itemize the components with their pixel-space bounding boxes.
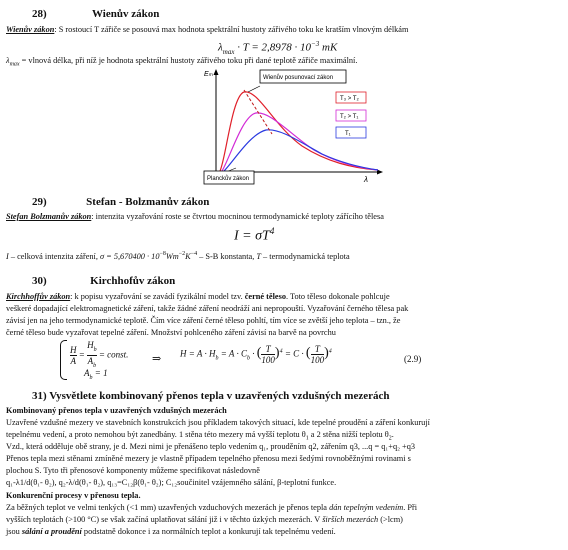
s31-line-4: Přenos tepla mezi stěnami zmíněné mezery je vlastně případem tepelného přenosu mezi šedými rovnoběžnými rovinami s: [6, 454, 411, 463]
wien-law-text: : S rostoucí T zářiče se posouvá max hodnota spektrální hustoty zářivého toku ke kratším vlnovým délkám: [54, 25, 409, 34]
section-28-number: 28): [32, 8, 47, 20]
s31-line-1: Uzavřené vzdušné mezery ve stavebních konstrukcích jsou příkladem takových situací, kde tepelné proudění a záření konkurují: [6, 418, 430, 427]
equation-tag: (2.9): [404, 354, 422, 364]
y-axis-arrow: [214, 69, 219, 75]
legend-t3: T₃ > T₂: [340, 96, 359, 102]
section-30-number: 30): [32, 275, 47, 287]
kirchhoff-line-1: Kirchhoffův zákon: k popisu vyzařování se zavádí fyzikální model tzv. černé těleso. Toto těleso dokonale pohlcuje: [6, 292, 390, 301]
kirchhoff-ratio-row: $\frac{H}{A}$ = $\frac{H_b}{A_b}$ = const.: [70, 340, 129, 369]
section-31-subheading-2: Konkurenční procesy v přenosu tepla.: [6, 491, 141, 500]
stefan-definitions: I – celková intenzita záření, $\sigma = 5,670400 \cdot 10^{-8}Wm^{-2}K^{-4} - S-B$ konstanta, T – termodynamická teplota: [6, 251, 350, 261]
section-31-subheading-1: Kombinovaný přenos tepla v uzavřených vzdušných mezerách: [6, 406, 227, 415]
kirchhoff-rhs: $H = A \cdot H_b = A \cdot C_b$ · ( $\frac{T}{100}$ )$^4$ = C · ( $\frac{T}{100}$ )$^4$: [180, 344, 332, 365]
kirchhoff-line-2: veškeré dopadající elektromagnetické záření, takže žádné záření neodráží ani nepropouští. Vyzařování černého tělesa pak: [6, 304, 409, 313]
s31-line-2: tepelnému vedení, a proto nemohou být zanedbány. 1 stěna této mezery má vyšší teplotu $\theta_1$ a 2 stěna nižší teplotu $\theta_2$.: [6, 430, 394, 442]
kirchhoff-line-3: závisí jen na jeho termodynamické teplotě. Čím více záření černé těleso pohltí, tím více se zvětší jeho teplota – tzn., že: [6, 316, 401, 325]
legend-box-t1: [336, 127, 366, 138]
wien-formula: $\lambda_{max} \cdot T = 2,8978 \cdot 10^{-3}$ mK: [218, 40, 338, 56]
wien-law-label: Wienův zákon: [6, 25, 55, 34]
stefan-formula: $I = \sigma T^4$: [234, 226, 275, 244]
s31-line-3: Vzd., která odděluje obě strany, je d. Mezi nimi je přenášeno teplo vedením q₁, prouděním q2, zářením q3, ...q = q₁+q₂ +q3: [6, 442, 416, 451]
stefan-law-label: Stefan Bolzmanův zákon: [6, 212, 92, 221]
s31-line-6: q₁-λ1/d(θ₁- θ₂), q₂-λ/d(θ₁- θ₂), q₁₃=C₁₂β(θ₁- θ₂); C₁₂součinitel vzájemného sálání, β-teplotní funkce.: [6, 478, 337, 487]
planck-box-text: Planckův zákon: [207, 176, 250, 182]
formula-brace: [60, 340, 67, 380]
wien-planck-diagram: [202, 66, 388, 188]
kirchhoff-ab-row: $A_b = 1$: [84, 368, 108, 381]
section-29-title: Stefan - Bolzmanův zákon: [86, 196, 210, 208]
wien-law-statement: [6, 25, 408, 35]
s31-line-8: vyšších teplotách (>100 °C) se však začíná uplatňovat sálání již i v těchto úzkých mezerách. V širších mezerách (>lcm): [6, 515, 403, 524]
implies-arrow: ⇒: [152, 353, 162, 365]
s31-line-5: plochou S. Tyto tři přenosové komponenty můžeme specifikovat následovně: [6, 466, 260, 475]
s31-line-9: jsou sálání a proudění podstatně dokonce i za normálních teplot a konkurují tak tepelnému vedení.: [6, 527, 336, 536]
section-29-number: 29): [32, 196, 47, 208]
legend-t1: T₁: [345, 131, 351, 137]
section-29-heading: [32, 196, 209, 209]
section-28-heading: [32, 8, 159, 21]
legend-t2: T₂ > T₁: [340, 114, 359, 120]
kirchhoff-formula: [60, 338, 450, 382]
kirchhoff-law-label: Kirchhoffův zákon: [6, 292, 71, 301]
section-28-title: Wienův zákon: [91, 8, 160, 20]
wien-displacement-line: [244, 90, 272, 134]
wien-lambda-definition: $\lambda_{max}$ = vlnová délka, při níž je hodnota spektrální hustoty zářivého toku při dané teplotě zářiče maximální.: [6, 56, 358, 68]
section-30-title: Kirchhofův zákon: [90, 275, 176, 287]
x-axis-label: λ: [364, 175, 368, 184]
section-31-heading: 31) Vysvětlete kombinovaný přenos tepla v uzavřených vzdušných mezerách: [32, 390, 390, 402]
stefan-law-text: : intenzita vyzařování roste se čtvrtou mocninou termodynamické teploty zářícího tělesa: [91, 212, 384, 221]
wien-box-pointer: [248, 86, 260, 92]
kirchhoff-line-4: černé těleso bude vyzařovat tepelné záření. Množství pohlceného záření závisí na barvě na povrchu: [6, 328, 336, 337]
y-axis-label: Eₘ: [204, 71, 214, 78]
s31-line-7: Za běžných teplot ve velmi tenkých (<1 mm) uzavřených vzduchových mezerách je přenos tepla dán tepelným vedením. Při: [6, 503, 418, 512]
wien-box-text: Wienův posunovací zákon: [263, 75, 334, 81]
section-30-heading: [32, 275, 175, 288]
stefan-law-statement: [6, 212, 384, 222]
